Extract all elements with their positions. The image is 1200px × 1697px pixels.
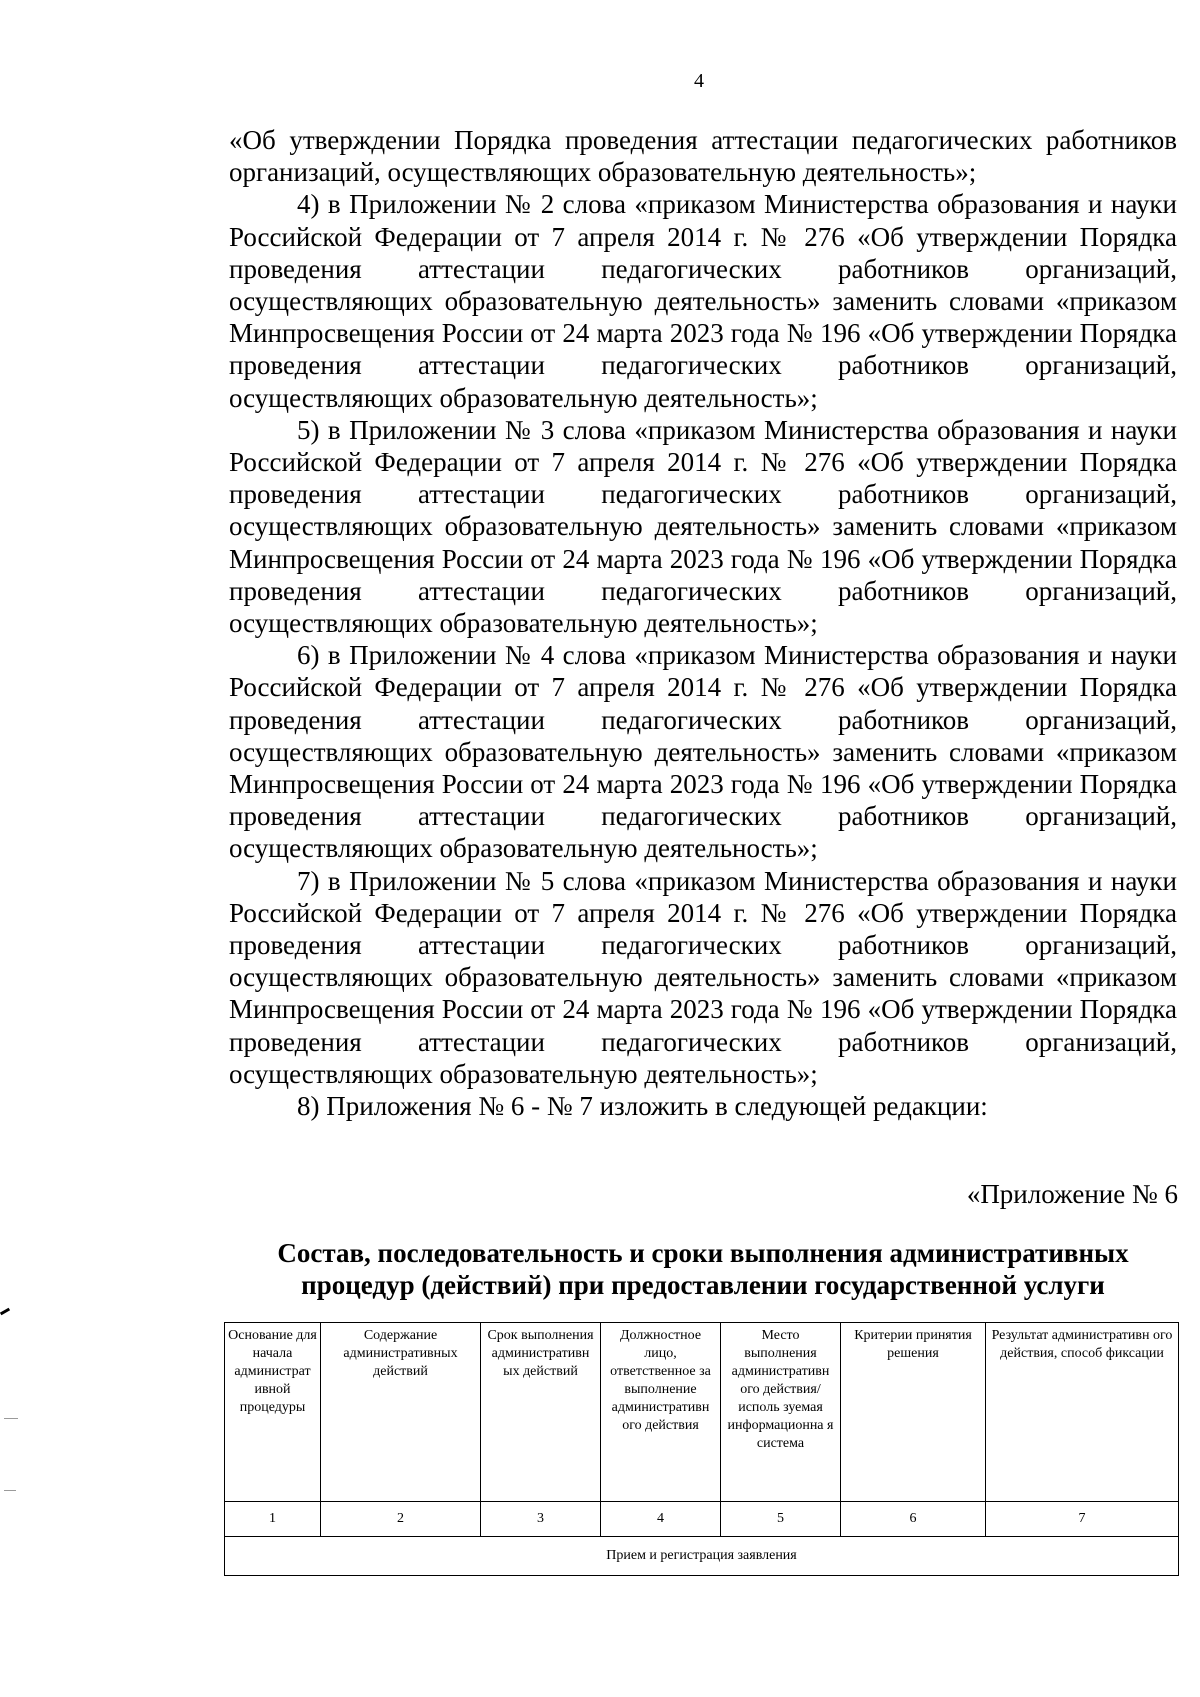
column-number-cell: 2 [321,1502,481,1537]
paragraph: 8) Приложения № 6 - № 7 изложить в следующей редакции: [297,1091,988,1122]
paragraph: 6) в Приложении № 4 слова «приказом Министерства образования и науки Российской Федерации от 7 апреля 2014 г. № 276 «Об утверждении Порядка проведения аттестации педагогических работников организаций, осуществляющих образовательную деятельность» заменить словами «приказом Минпросвещения России от 24 марта 2023 года № 196 «Об утверждении Порядка проведения аттестации педагогических работников организаций, осуществляющих образовательную деятельность»; [229,640,1177,864]
column-number-cell: 5 [721,1502,841,1537]
header-cell: Содержание административных действий [321,1323,481,1502]
paragraph: 5) в Приложении № 3 слова «приказом Министерства образования и науки Российской Федерации от 7 апреля 2014 г. № 276 «Об утверждении Порядка проведения аттестации педагогических работников организаций, осуществляющих образовательную деятельность» заменить словами «приказом Минпросвещения России от 24 марта 2023 года № 196 «Об утверждении Порядка проведения аттестации педагогических работников организаций, осуществляющих образовательную деятельность»; [229,414,1177,639]
page-number: 4 [694,70,704,92]
appendix-label: «Приложение № 6 [966,1179,1178,1209]
column-number-cell: 7 [986,1502,1179,1537]
header-cell: Должностное лицо, ответственное за выполнение административн ого действия [601,1323,721,1502]
header-cell: Срок выполнения административн ых действий [481,1323,601,1502]
column-number-row [225,1502,1179,1537]
scan-edge-mark [0,1308,10,1316]
procedures-table [224,1322,1179,1576]
column-number-cell: 1 [225,1502,321,1537]
scan-edge-mark [4,1490,16,1491]
table-header-row [225,1323,1179,1502]
table-title: Состав, последовательность и сроки выполнения административных процедур (действий) при предоставлении государственной услуги [277,1238,1129,1300]
paragraph: 7) в Приложении № 5 слова «приказом Министерства образования и науки Российской Федерации от 7 апреля 2014 г. № 276 «Об утверждении Порядка проведения аттестации педагогических работников организаций, осуществляющих образовательную деятельность» заменить словами «приказом Минпросвещения России от 24 марта 2023 года № 196 «Об утверждении Порядка проведения аттестации педагогических работников организаций, осуществляющих образовательную деятельность»; [229,865,1177,1089]
header-cell: Критерии принятия решения [841,1323,986,1502]
column-number-cell: 3 [481,1502,601,1537]
header-cell: Результат административн ого действия, способ фиксации [986,1323,1179,1502]
column-number-cell: 4 [601,1502,721,1537]
document-body [229,124,1177,1122]
section-row [225,1537,1179,1576]
scan-edge-mark [4,1418,18,1419]
section-row-cell: Прием и регистрация заявления [225,1537,1179,1576]
paragraph: 4) в Приложении № 2 слова «приказом Министерства образования и науки Российской Федерации от 7 апреля 2014 г. № 276 «Об утверждении Порядка проведения аттестации педагогических работников организаций, осуществляющих образовательную деятельность» заменить словами «приказом Минпросвещения России от 24 марта 2023 года № 196 «Об утверждении Порядка проведения аттестации педагогических работников организаций, осуществляющих образовательную деятельность»; [229,189,1177,413]
header-cell: Место выполнения административн ого действия/исполь зуемая информационна я система [721,1323,841,1502]
header-cell: Основание для начала администрат ивной процедуры [225,1323,321,1502]
column-number-cell: 6 [841,1502,986,1537]
paragraph: «Об утверждении Порядка проведения аттестации педагогических работников организаций, осуществляющих образовательную деятельность»; [229,125,1177,188]
